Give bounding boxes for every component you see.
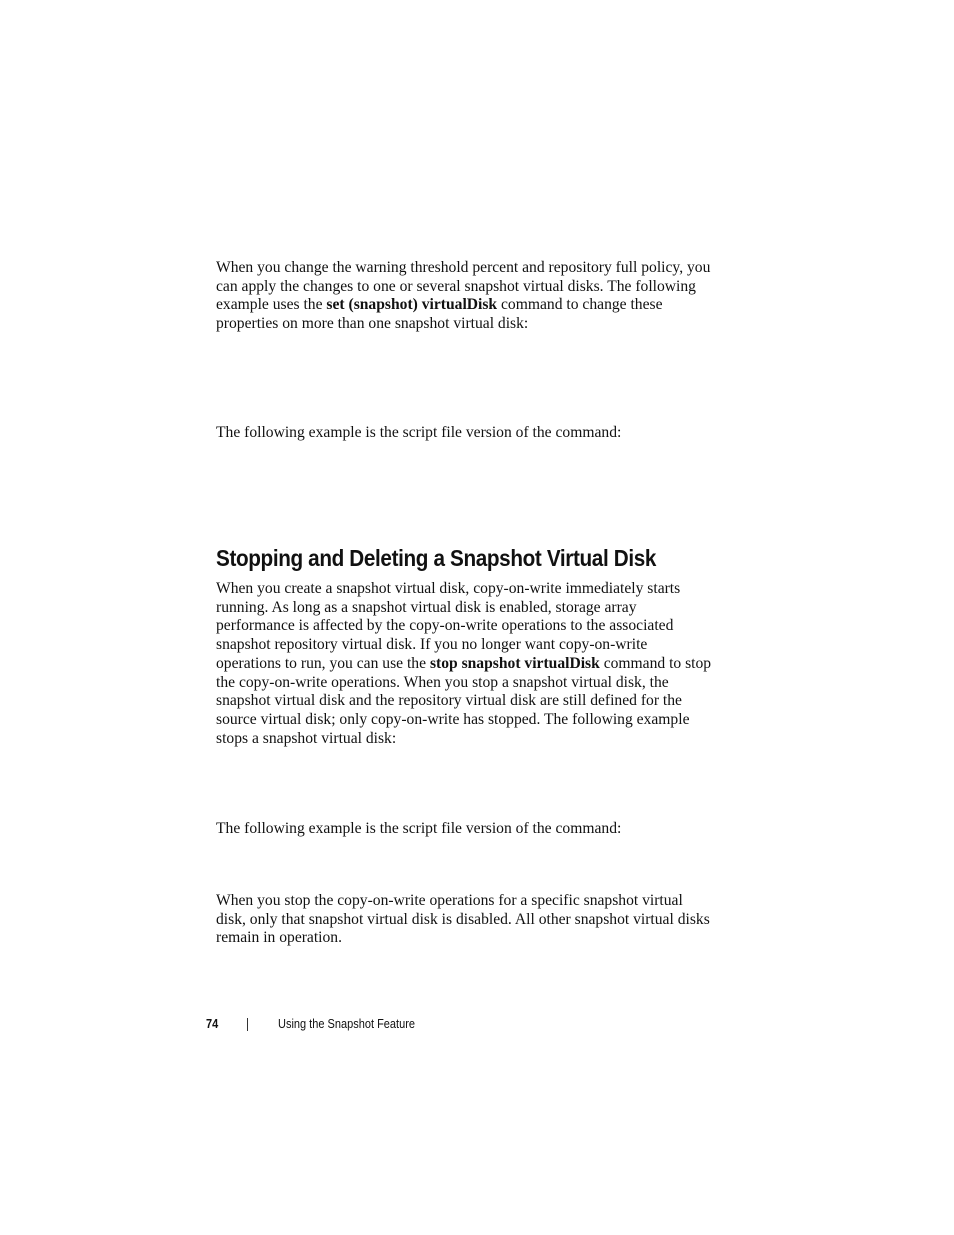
paragraph-stop-effect: When you stop the copy-on-write operations for a specific snapshot virtual disk, only that snapshot virtual disk is disabled. All other snapshot virtual disks remain in operation. xyxy=(216,892,710,947)
footer-divider xyxy=(247,1018,248,1031)
paragraph-text: When you create a snapshot virtual disk, copy-on-write immediately starts running. As long as a snapshot virtual disk is enabled, storage array performance is affected by the copy-on-write operations to the associated snapshot repository virtual disk. If you no longer want copy-on-write operations to run, you can use the xyxy=(216,580,681,672)
command-name: set (snapshot) virtualDisk xyxy=(326,296,498,314)
footer-chapter-title: Using the Snapshot Feature xyxy=(278,1017,415,1031)
paragraph-stop-snapshot xyxy=(216,580,716,748)
paragraph-script-version-2: The following example is the script file version of the command: xyxy=(216,820,622,837)
paragraph-text: command to stop the copy-on-write operations. When you stop a snapshot virtual disk, the snapshot virtual disk and the repository virtual disk are still defined for the source virtual disk; only copy-on-write has stopped. The following example stops a snapshot virtual disk: xyxy=(216,654,712,747)
paragraph-text: When you change the warning threshold percent and repository full policy, you can apply the changes to one or several snapshot virtual disks. The following example uses the xyxy=(216,259,711,314)
paragraph-threshold-policy xyxy=(216,259,716,334)
command-name: stop snapshot virtualDisk xyxy=(429,654,600,672)
paragraph-script-version: The following example is the script file version of the command: xyxy=(216,424,622,441)
page-number: 74 xyxy=(206,1017,219,1031)
paragraph-text: command to change these properties on more than one snapshot virtual disk: xyxy=(216,296,663,333)
section-heading: Stopping and Deleting a Snapshot Virtual Disk xyxy=(216,545,657,571)
